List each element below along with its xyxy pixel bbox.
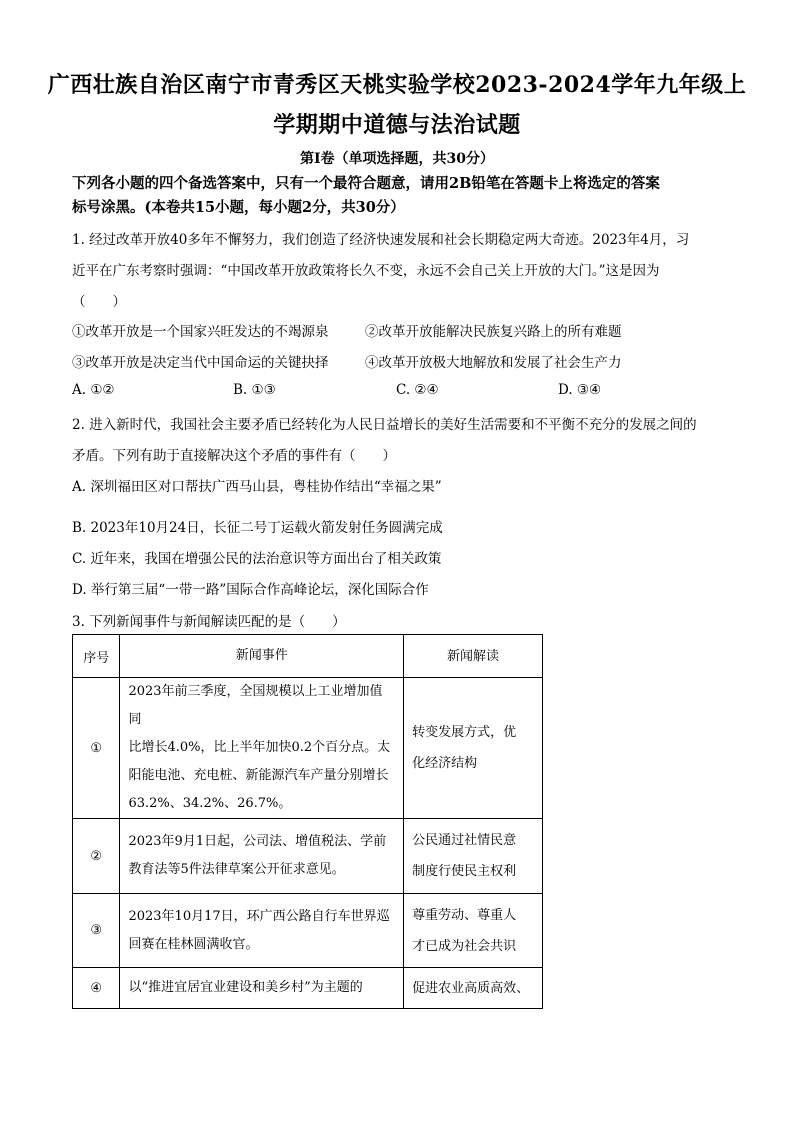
event-line: 回赛在桂林圆满收官。 [128,936,259,952]
table-row [73,894,543,968]
q2-option-b: B. 2023年10月24日，长征二号丁运载火箭发射任务圆满完成 [72,520,443,536]
q1-option-d: D. ③④ [558,382,602,398]
header-explain: 新闻解读 [404,635,543,678]
event-line: 63.2%、34.2%、26.7%。 [128,796,292,811]
table-row [73,819,543,894]
explain-line: 促进农业高质高效、 [412,980,530,996]
q1-stem-line2: 近平在广东考察时强调：“中国改革开放政策将长久不变，永远不会自己关上开放的大门。”这是因为 [72,263,660,279]
q1-option-b: B. ①③ [233,382,276,398]
row-event [120,968,404,1009]
explain-line: 制度行使民主权利 [412,864,517,879]
row-explain [404,968,543,1009]
q2-option-c: C. 近年来，我国在增强公民的法治意识等方面出台了相关政策 [72,551,442,567]
q2-option-d: D. 举行第三届“一带一路”国际合作高峰论坛，深化国际合作 [72,582,429,598]
q1-statement-2: ②改革开放能解决民族复兴路上的所有难题 [365,324,622,340]
q2-stem-line2: 矛盾。下列有助于直接解决这个矛盾的事件有（ ） [72,448,396,464]
exam-title-line2: 学期期中道德与法治试题 [273,112,521,138]
explain-line: 转变发展方式，优 [412,725,517,740]
row-explain [404,894,543,968]
row-explain [404,678,543,819]
q1-statement-1: ①改革开放是一个国家兴旺发达的不竭源泉 [72,324,329,340]
q1-option-a: A. ①② [72,382,115,398]
q1-statement-4: ④改革开放极大地解放和发展了社会生产力 [365,355,622,371]
exam-title-line1: 广西壮族自治区南宁市青秀区天桃实验学校2023-2024学年九年级上 [47,72,747,98]
row-number: ④ [73,968,120,1009]
event-line: 2023年10月17日，环广西公路自行车世界巡 [128,908,390,924]
table-row [73,678,543,819]
row-event [120,678,404,819]
event-line: 教育法等5件法律草案公开征求意见。 [128,862,345,877]
row-explain [404,819,543,894]
row-event [120,894,404,968]
row-number: ② [73,819,120,894]
q1-statement-3: ③改革开放是决定当代中国命运的关键抉择 [72,355,329,371]
q1-stem-line3: （ ） [72,294,126,310]
table-header-row [73,635,543,678]
event-line: 比增长4.0%，比上半年加快0.2个百分点。太 [128,740,391,755]
explain-line: 才已成为社会共识 [412,938,517,954]
q2-option-a: A. 深圳福田区对口帮扶广西马山县，粤桂协作结出“幸福之果” [72,479,442,495]
explain-line: 尊重劳动、尊重人 [412,907,517,923]
q1-option-c: C. ②④ [396,382,439,398]
explain-line: 化经济结构 [412,756,478,771]
row-event [120,819,404,894]
section-title: 第Ⅰ卷（单项选择题，共30分） [299,151,495,167]
instructions-line1: 下列各小题的四个备选答案中，只有一个最符合题意，请用2B铅笔在答题卡上将选定的答案 [72,175,660,192]
news-table [72,634,543,1009]
event-line: 阳能电池、充电桩、新能源汽车产量分别增长 [128,768,389,783]
header-event: 新闻事件 [120,635,404,678]
q1-stem-line1: 1. 经过改革开放40多年不懈努力，我们创造了经济快速发展和社会长期稳定两大奇迹。2023年4月，习 [72,232,690,248]
event-line: 以“推进宜居宜业建设和美乡村”为主题的 [128,980,363,995]
q2-stem-line1: 2. 进入新时代，我国社会主要矛盾已经转化为人民日益增长的美好生活需要和不平衡不充分的发展之间的 [72,417,697,433]
q3-stem: 3. 下列新闻事件与新闻解读匹配的是（ ） [72,614,346,630]
explain-line: 公民通过社情民意 [412,833,517,848]
row-number: ③ [73,894,120,968]
event-line: 2023年前三季度，全国规模以上工业增加值同 [128,684,383,727]
row-number: ① [73,678,120,819]
table-row [73,968,543,1009]
event-line: 2023年9月1日起，公司法、增值税法、学前 [128,834,387,849]
header-number: 序号 [73,635,120,678]
instructions-line2: 标号涂黑。(本卷共15小题，每小题2分，共30分） [72,199,405,216]
